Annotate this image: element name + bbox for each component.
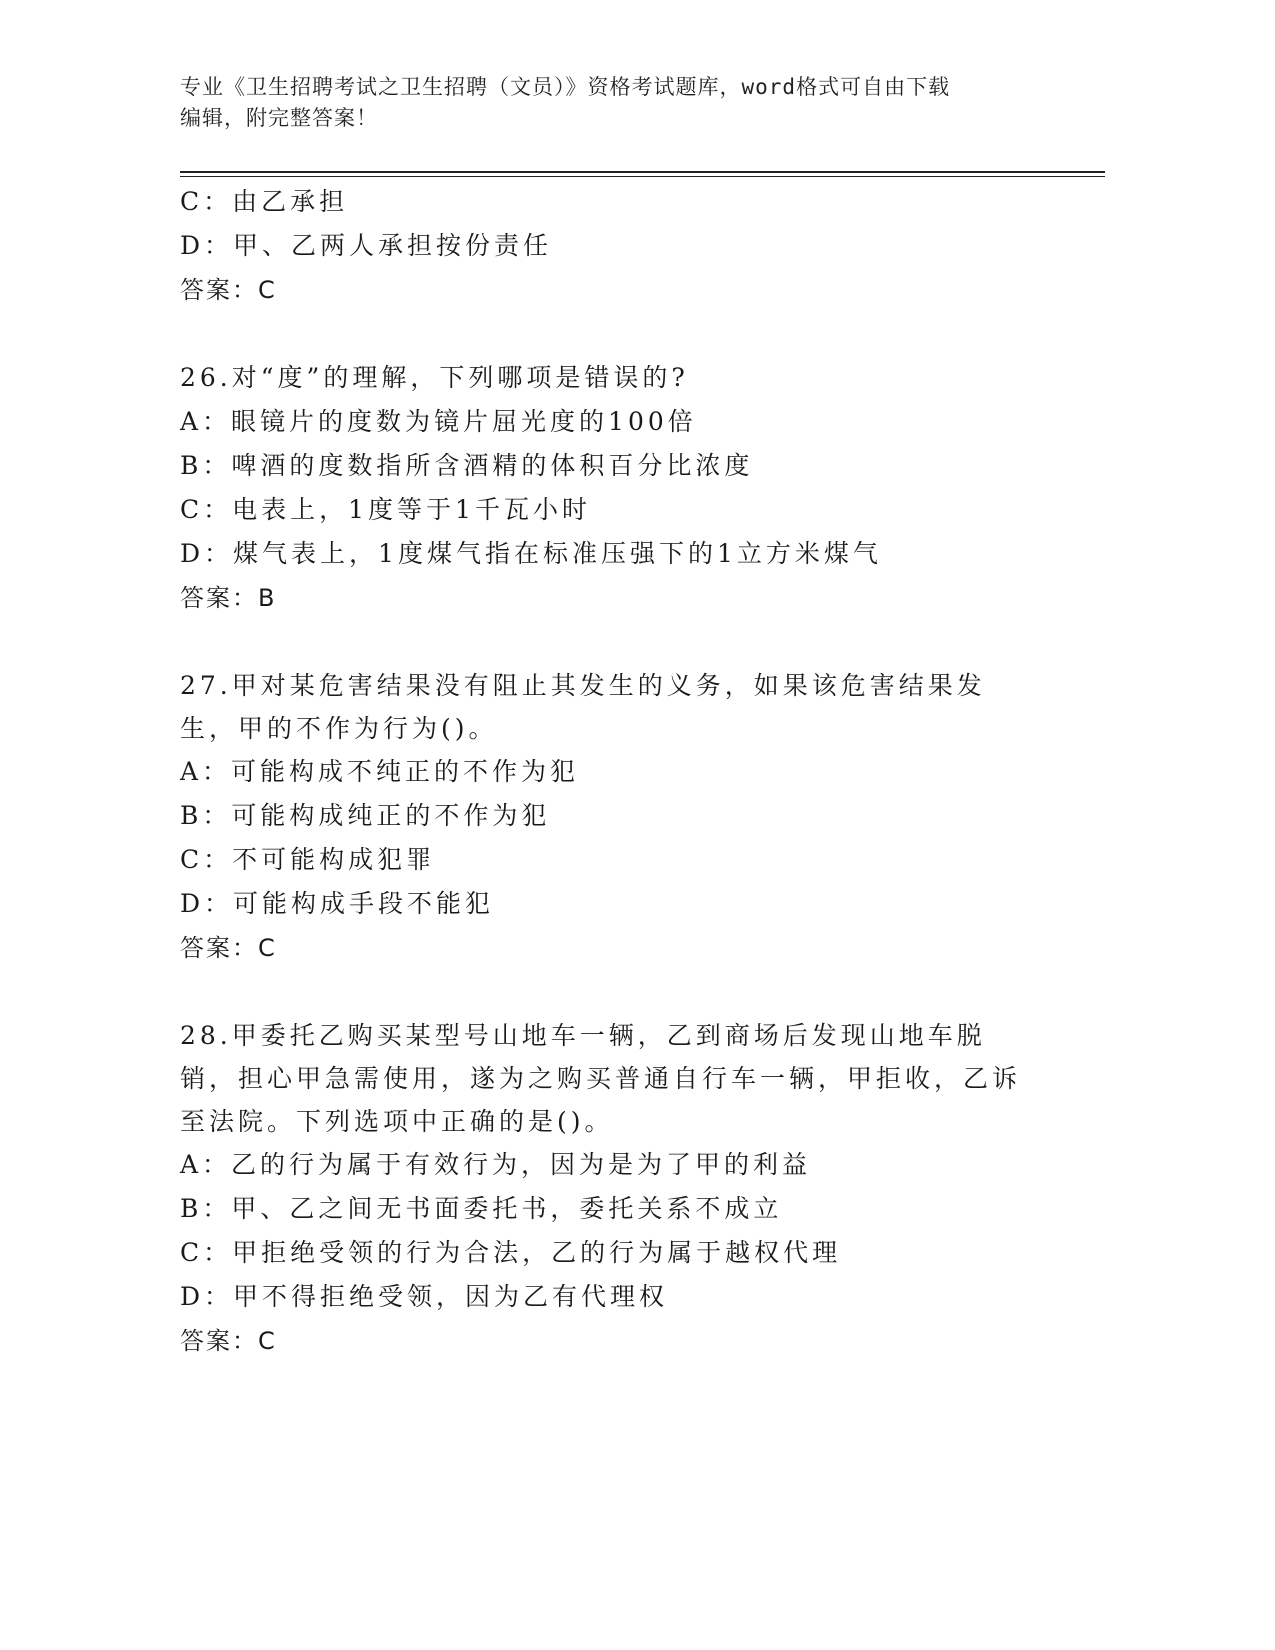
question-stem: 28.甲委托乙购买某型号山地车一辆，乙到商场后发现山地车脱销，担心甲急需使用，遂为之购买普通自行车一辆，甲拒收，乙诉至法院。下列选项中正确的是()。: [180, 1021, 1022, 1136]
question-26: [180, 356, 1105, 620]
question-28: [180, 1014, 1105, 1363]
carry-over-block: [180, 180, 1105, 312]
option-b: B：啤酒的度数指所含酒精的体积百分比浓度: [180, 451, 754, 480]
header-title-line-1: 专业《卫生招聘考试之卫生招聘（文员）》资格考试题库，word格式可自由下载: [180, 75, 951, 99]
option-d: D：甲不得拒绝受领，因为乙有代理权: [180, 1282, 669, 1311]
answer: 答案：B: [180, 584, 277, 612]
document-header: [180, 72, 1040, 134]
header-rule-thick: [180, 171, 1105, 173]
option-b: B：可能构成纯正的不作为犯: [180, 801, 551, 830]
header-title-line-2: 编辑，附完整答案！: [180, 106, 378, 130]
answer: 答案：C: [180, 934, 277, 962]
question-stem: 27.甲对某危害结果没有阻止其发生的义务，如果该危害结果发生，甲的不作为行为()。: [180, 671, 986, 743]
option-a: A：可能构成不纯正的不作为犯: [180, 757, 580, 786]
answer: 答案：C: [180, 276, 277, 304]
option-b: B：甲、乙之间无书面委托书，委托关系不成立: [180, 1194, 783, 1223]
option-c: C：不可能构成犯罪: [180, 845, 436, 874]
option-d: D：可能构成手段不能犯: [180, 889, 495, 918]
option-d: D：甲、乙两人承担按份责任: [180, 231, 553, 260]
option-c: C：甲拒绝受领的行为合法，乙的行为属于越权代理: [180, 1238, 842, 1267]
option-c: C：电表上，1度等于1千瓦小时: [180, 495, 591, 524]
header-rule-thin: [180, 176, 1105, 177]
option-c: C：由乙承担: [180, 187, 349, 216]
option-d: D：煤气表上，1度煤气指在标准压强下的1立方米煤气: [180, 539, 882, 568]
question-27: [180, 664, 1105, 970]
option-a: A：乙的行为属于有效行为，因为是为了甲的利益: [180, 1150, 812, 1179]
option-a: A：眼镜片的度数为镜片屈光度的100倍: [180, 407, 697, 436]
question-list: [180, 180, 1105, 1363]
question-stem: 26.对“度”的理解，下列哪项是错误的?: [180, 363, 689, 392]
answer: 答案：C: [180, 1327, 277, 1355]
